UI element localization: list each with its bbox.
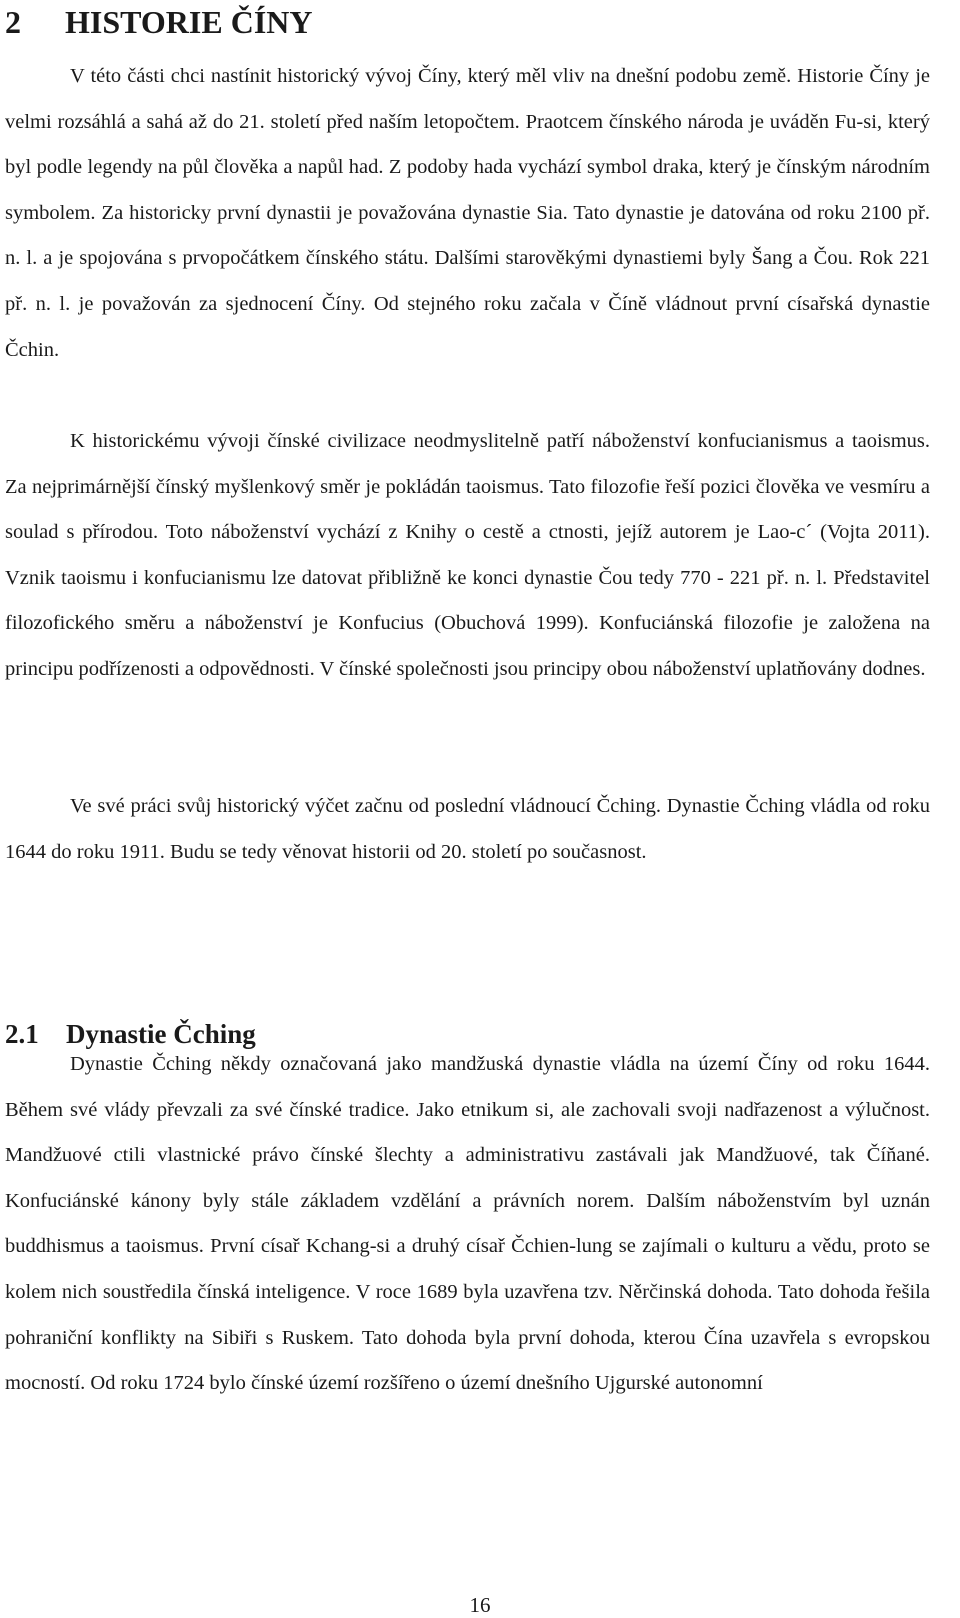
chapter-heading	[5, 2, 312, 42]
paragraph-text: Ve své práci svůj historický výčet začnu od poslední vládnoucí Čching. Dynastie Čching vládla od roku 1644 do roku 1911. Budu se tedy věnovat historii od 20. století po současnost.	[5, 795, 930, 863]
paragraph-1	[5, 54, 930, 373]
paragraph-text: V této části chci nastínit historický vývoj Číny, který měl vliv na dnešní podobu země. Historie Číny je velmi rozsáhlá a sahá až do 21. století před naším letopočtem. Praotcem čínského národa je uváděn Fu-si, který byl podle legendy na půl člověka a napůl had. Z podoby hada vychází symbol draka, který je čínským národním symbolem. Za historicky první dynastii je považována dynastie Sia. Tato dynastie je datována od roku 2100 př. n. l. a je spojována s prvopočátkem čínského státu. Dalšími starověkými dynastiemi byly Šang a Čou. Rok 221 př. n. l. je považován za sjednocení Číny. Od stejného roku začala v Číně vládnout první císařská dynastie Čchin.	[5, 65, 930, 361]
section-title: Dynastie Čching	[66, 1019, 256, 1049]
chapter-number: 2	[5, 4, 21, 40]
section-paragraph-1	[5, 1042, 930, 1407]
paragraph-text: K historickému vývoji čínské civilizace neodmyslitelně patří náboženství konfucianismus a taoismus. Za nejprimárnější čínský myšlenkový směr je pokládán taoismus. Tato filozofie řeší pozici člověka ve vesmíru a soulad s přírodou. Toto náboženství vychází z Knihy o cestě a ctnosti, jejíž autorem je Lao-c´ (Vojta 2011). Vznik taoismu i konfucianismu lze datovat přibližně ke konci dynastie Čou tedy 770 - 221 př. n. l. Představitel filozofického směru a náboženství je Konfucius (Obuchová 1999). Konfuciánská filozofie je založena na principu podřízenosti a odpovědnosti. V čínské společnosti jsou principy obou náboženství uplatňovány dodnes.	[5, 430, 930, 680]
page-number: 16	[469, 1593, 491, 1617]
paragraph-2	[5, 419, 930, 693]
section-number: 2.1	[5, 1019, 39, 1049]
paragraph-3	[5, 784, 930, 875]
paragraph-text: Dynastie Čching někdy označovaná jako mandžuská dynastie vládla na území Číny od roku 1644. Během své vlády převzali za své čínské tradice. Jako etnikum si, ale zachovali svoji nadřazenost a výlučnost. Mandžuové ctili vlastnické právo čínské šlechty a administrativu zastávali jak Mandžuové, tak Číňané. Konfuciánské kánony byly stále základem vzdělání a právních norem. Dalším náboženstvím byl uznán buddhismus a taoismus. První císař Kchang-si a druhý císař Čchien-lung se zajímali o kulturu a vědu, proto se kolem nich soustředila čínská inteligence. V roce 1689 byla uzavřena tzv. Něrčinská dohoda. Tato dohoda řešila pohraniční konflikty na Sibiři s Ruskem. Tato dohoda byla první dohoda, kterou Čína uzavřela s evropskou mocností. Od roku 1724 bylo čínské území rozšířeno o území dnešního Ujgurské autonomní	[5, 1053, 930, 1395]
chapter-title: HISTORIE ČÍNY	[65, 4, 313, 40]
